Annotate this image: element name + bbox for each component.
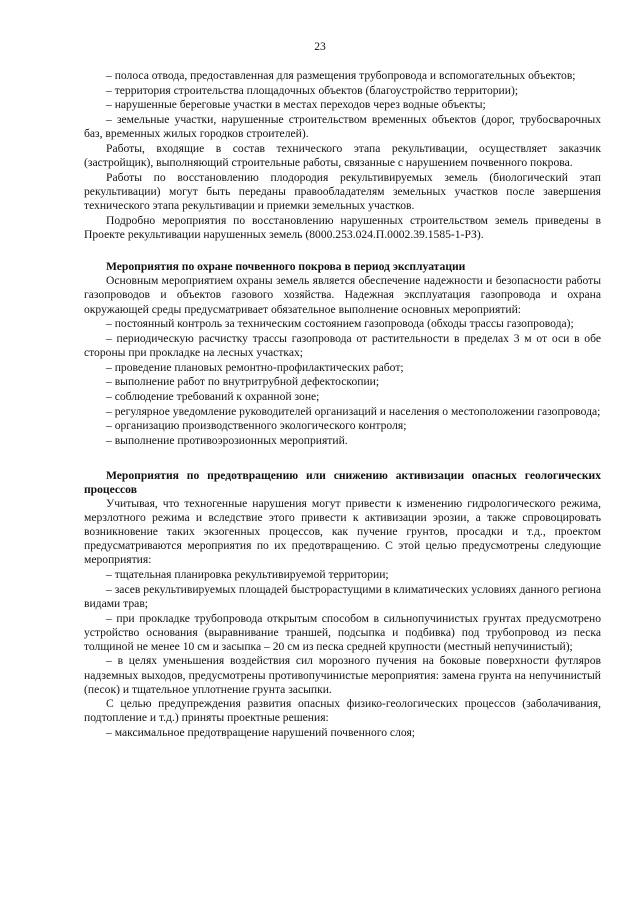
paragraph: Подробно мероприятия по восстановлению нарушенных строительством земель приведены в Проекте рекультивации нарушенных земель (8000.253.024.П.0002.39.1585-1-РЗ). xyxy=(84,213,601,241)
paragraph: Работы, входящие в состав технического этапа рекультивации, осуществляет заказчик (застройщик), выполняющий строительные работы, связанные с нарушением почвенного покрова. xyxy=(84,141,601,169)
paragraph: Учитывая, что техногенные нарушения могут привести к изменению гидрологического режима, мерзлотного режима и вследствие этого привести к активизации эрозии, а также спровоцировать возникновение таких экзогенных процессов, как пучение грунтов, просадки и т.д., проектом предусматриваются мероприятия по их предотвращению. С этой целью предусмотрены следующие мероприятия: xyxy=(84,497,601,567)
list-item: – выполнение работ по внутритрубной дефектоскопии; xyxy=(106,375,380,389)
page-number: 23 xyxy=(314,40,326,53)
list-item: – территория строительства площадочных объектов (благоустройство территории); xyxy=(106,83,519,97)
list-item: – в целях уменьшения воздействия сил морозного пучения на боковые поверхности футляров надземных выходов, предусмотрены противопучинистые мероприятия: замена грунта на непучинистый (песок) и тщательное уплотнение грунта засыпки. xyxy=(84,654,601,696)
list-item: – земельные участки, нарушенные строительством временных объектов (дорог, трубосварочных баз, временных жилых городков строителей). xyxy=(84,113,601,141)
list-item: – засев рекультивируемых площадей быстрорастущими в климатических условиях данного региона видами трав; xyxy=(84,582,601,610)
list-item: – полоса отвода, предоставленная для размещения трубопровода и вспомогательных объектов; xyxy=(106,69,576,82)
spacer xyxy=(84,449,601,469)
list-item: – организацию производственного экологического контроля; xyxy=(106,419,407,433)
list-item: – соблюдение требований к охранной зоне; xyxy=(106,390,320,404)
list-item: – постоянный контроль за техническим состоянием газопровода (обходы трассы газопровода); xyxy=(106,317,574,331)
list-item: – регулярное уведомление руководителей организаций и населения о местоположении газопровода; xyxy=(106,404,601,418)
list-item: – максимальное предотвращение нарушений почвенного слоя; xyxy=(106,726,415,740)
paragraph: С целью предупреждения развития опасных физико-геологических процессов (заболачивания, подтопление и т.д.) приняты проектные решения: xyxy=(84,697,601,725)
spacer xyxy=(84,242,601,260)
list-item: – выполнение противоэрозионных мероприятий. xyxy=(106,434,348,448)
paragraph: Основным мероприятием охраны земель является обеспечение надежности и безопасности работы газопроводов и объектов газового хозяйства. Надежная эксплуатация газопровода и охрана окружающей среды предусматривает обязательное выполнение основных мероприятий: xyxy=(84,274,601,316)
section-heading: Мероприятия по предотвращению или снижению активизации опасных геологических процессов xyxy=(84,468,601,496)
section-heading: Мероприятия по охране почвенного покрова в период эксплуатации xyxy=(106,260,466,274)
page-body xyxy=(84,69,601,741)
paragraph: Работы по восстановлению плодородия рекультивируемых земель (биологический этап рекультивации) могут быть переданы правообладателям земельных участков после завершения технического этапа рекультивации и приемки земельных участков. xyxy=(84,170,601,212)
list-item: – периодическую расчистку трассы газопровода от растительности в пределах 3 м от оси в обе стороны при прокладке на лесных участках; xyxy=(84,331,601,360)
list-item: – тщательная планировка рекультивируемой территории; xyxy=(106,568,389,582)
list-item: – при прокладке трубопровода открытым способом в сильнопучинистых грунтах предусмотрено устройство основания (выравнивание траншей, подсыпка и подбивка) под трубопровод из песка толщиной не менее 10 см и засыпка – 20 см из песка средней крупности (местный непучинистый); xyxy=(84,611,601,653)
list-item: – проведение плановых ремонтно-профилактических работ; xyxy=(106,360,404,374)
list-item: – нарушенные береговые участки в местах переходов через водные объекты; xyxy=(106,98,486,112)
